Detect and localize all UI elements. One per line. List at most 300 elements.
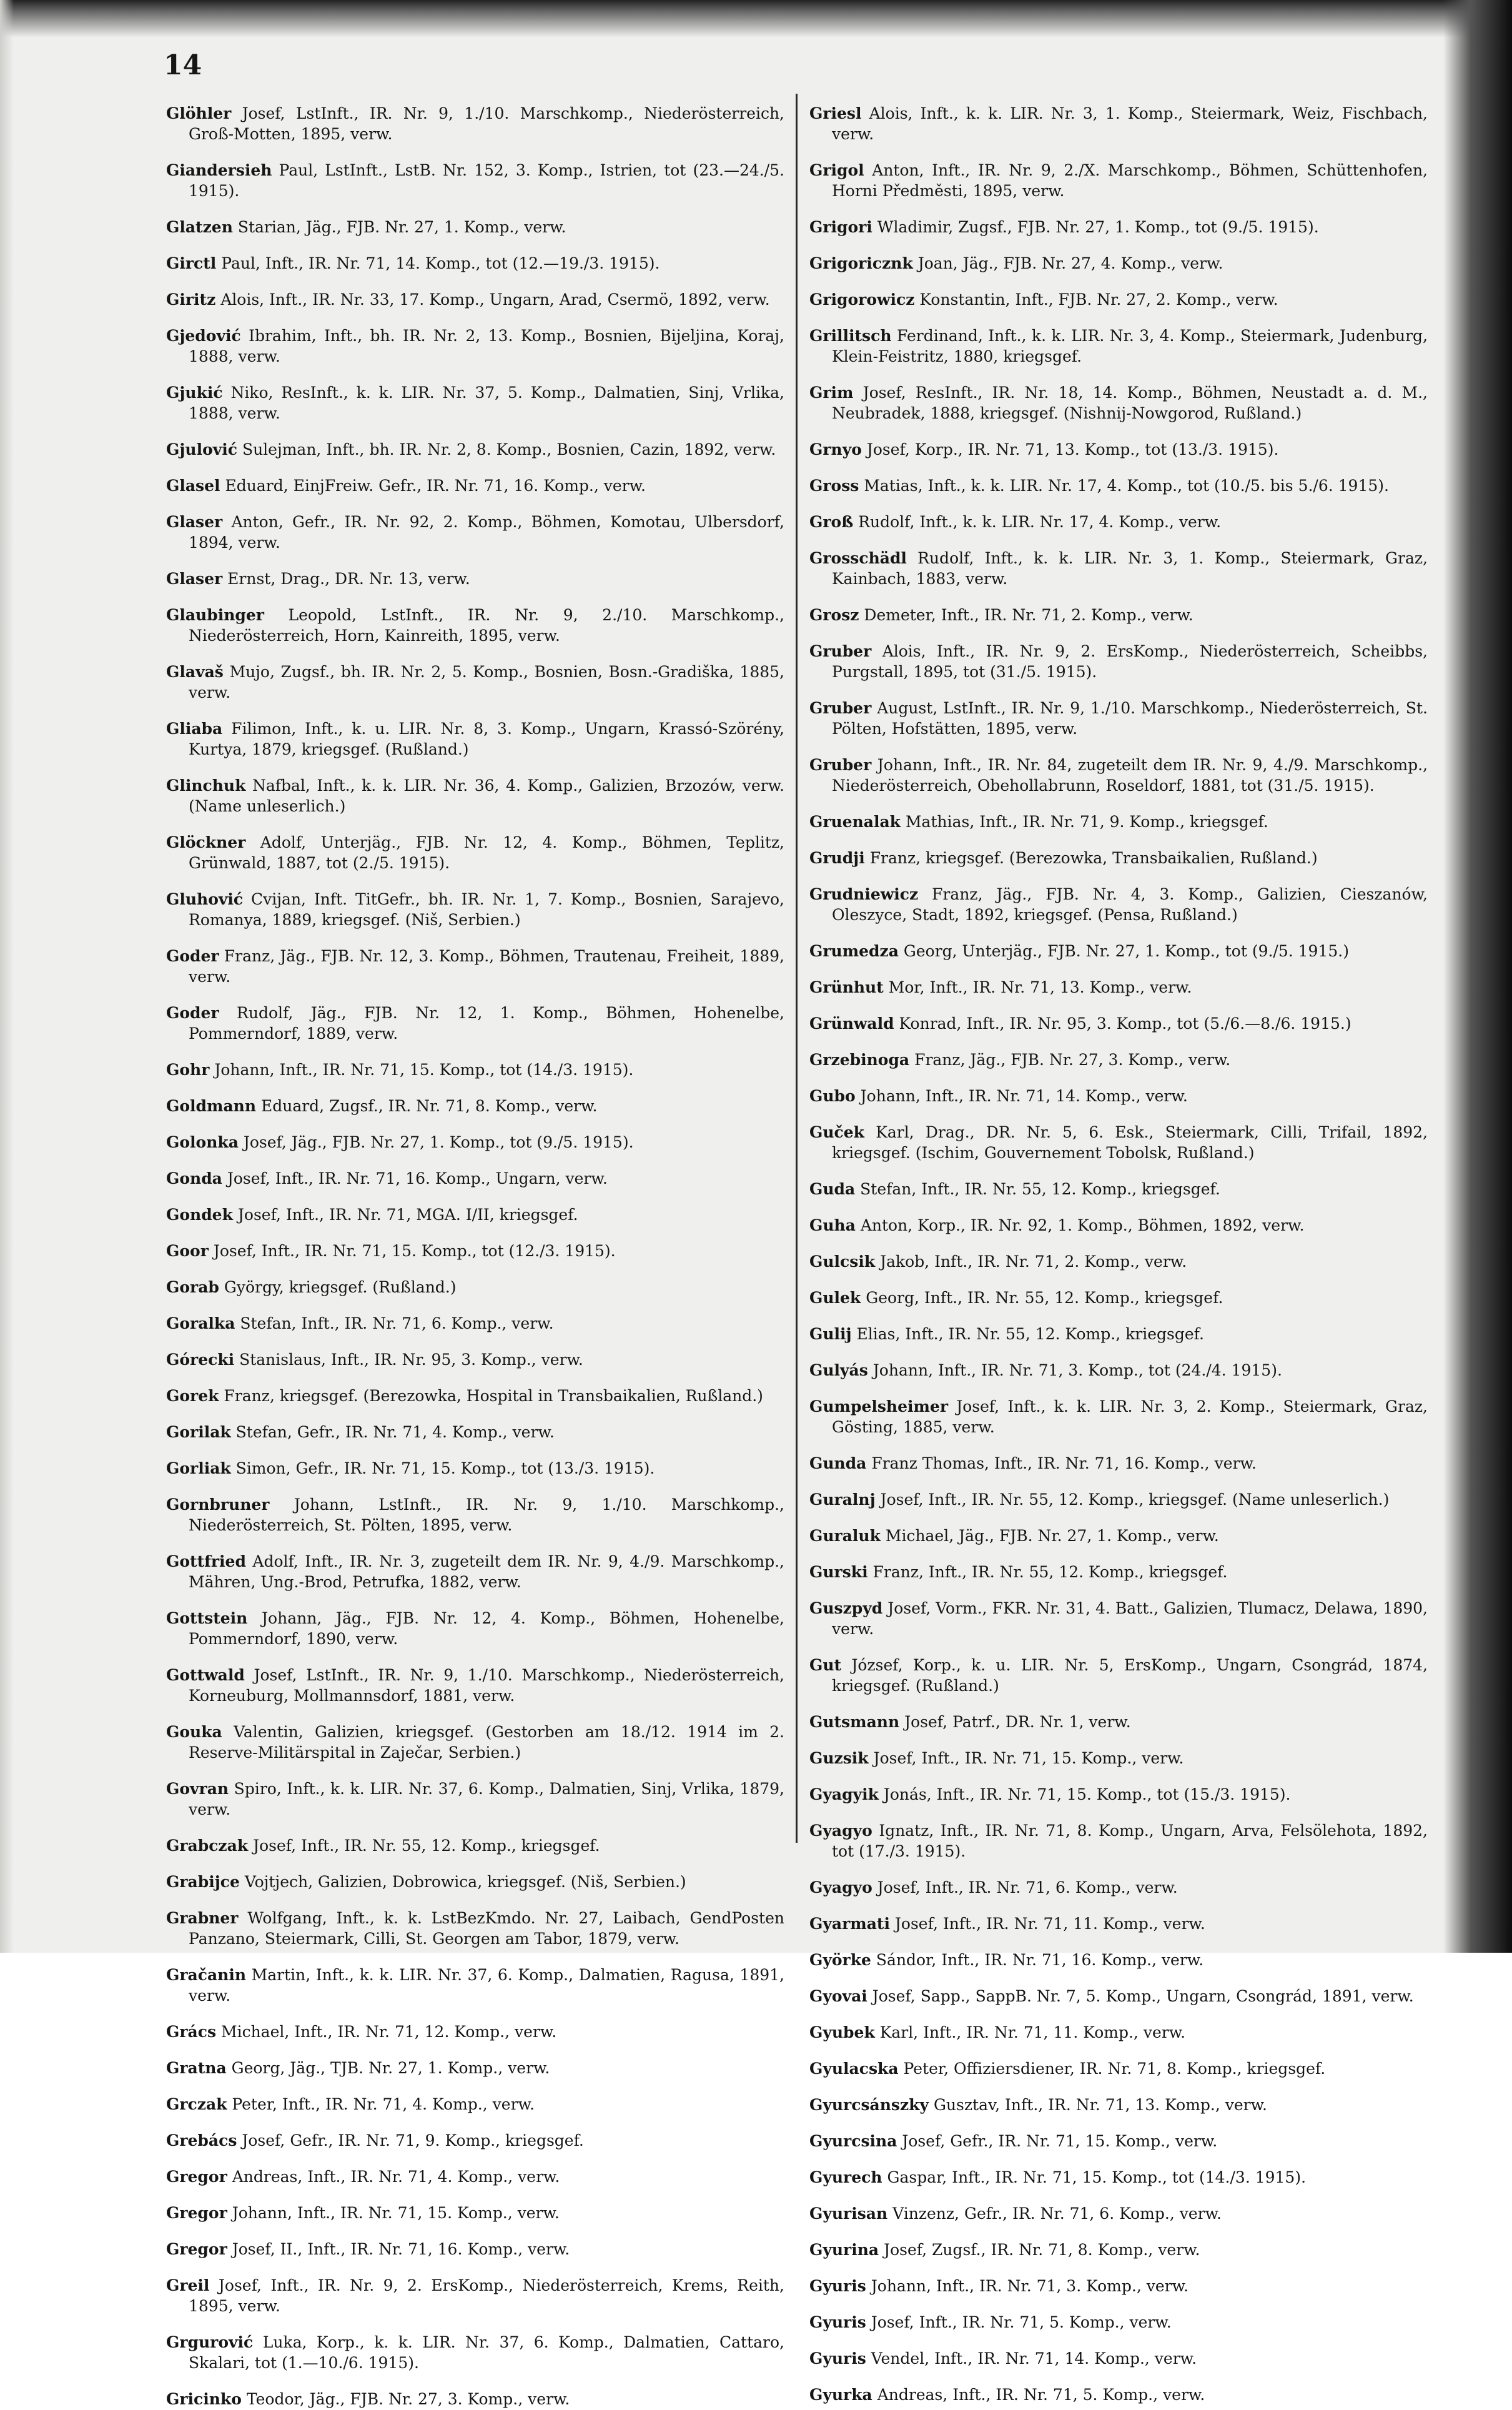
list-entry	[166, 946, 784, 987]
list-entry	[809, 2022, 1428, 2043]
entry-surname: Griesl	[809, 104, 862, 122]
entry-surname: Glöckner	[166, 833, 246, 851]
list-entry	[809, 253, 1428, 274]
entry-details: Josef, Patrf., DR. Nr. 1, verw.	[904, 1713, 1131, 1731]
entry-details: Eduard, EinjFreiw. Gefr., IR. Nr. 71, 16. Komp., verw.	[225, 477, 646, 495]
list-entry	[809, 2239, 1428, 2260]
entry-surname: Gouka	[166, 1723, 222, 1741]
entry-details: Starian, Jäg., FJB. Nr. 27, 1. Komp., verw.	[237, 218, 566, 236]
entry-surname: Glavaš	[166, 663, 224, 681]
list-entry	[809, 698, 1428, 739]
list-entry	[166, 439, 784, 460]
entry-details: Konrad, Inft., IR. Nr. 95, 3. Komp., tot (5./6.—8./6. 1915.)	[899, 1014, 1351, 1033]
entry-details: Martin, Inft., k. k. LIR. Nr. 37, 6. Komp., Dalmatien, Ragusa, 1891, verw.	[189, 1966, 784, 2005]
entry-surname: Gratna	[166, 2059, 227, 2077]
entry-details: Alois, Inft., IR. Nr. 9, 2. ErsKomp., Niederösterreich, Scheibbs, Purgstall, 1895, tot (31./5. 1915).	[832, 642, 1428, 681]
entry-surname: Grnyo	[809, 440, 862, 459]
list-entry	[809, 1086, 1428, 1106]
list-entry	[166, 1965, 784, 2006]
entry-surname: Gyarmati	[809, 1915, 890, 1933]
entry-surname: Gruber	[809, 699, 872, 717]
entry-surname: Gyurcsina	[809, 2132, 897, 2150]
entry-details: Jakob, Inft., IR. Nr. 71, 2. Komp., verw.	[880, 1252, 1187, 1271]
entry-details: Jonás, Inft., IR. Nr. 71, 15. Komp., tot (15./3. 1915).	[883, 1785, 1291, 1803]
entry-surname: Guralnj	[809, 1490, 876, 1509]
entry-details: Josef, Korp., IR. Nr. 71, 13. Komp., tot (13./3. 1915).	[866, 440, 1279, 459]
list-entry	[809, 1525, 1428, 1546]
page-number: 14	[164, 49, 202, 81]
entry-surname: Gohr	[166, 1061, 210, 1079]
entry-details: Josef, Zugsf., IR. Nr. 71, 8. Komp., verw.	[884, 2241, 1200, 2259]
list-entry	[809, 103, 1428, 144]
entry-details: Adolf, Unterjäg., FJB. Nr. 12, 4. Komp., Böhmen, Teplitz, Grünwald, 1887, tot (2./5. 1915).	[189, 833, 785, 872]
list-entry	[166, 2094, 784, 2115]
entry-surname: Greil	[166, 2276, 210, 2294]
entry-details: Spiro, Inft., k. k. LIR. Nr. 37, 6. Komp., Dalmatien, Sinj, Vrlika, 1879, verw.	[189, 1780, 784, 1818]
entry-surname: Grudniewicz	[809, 885, 919, 903]
entry-surname: Glinchuk	[166, 776, 246, 795]
entry-details: Paul, LstInft., LstB. Nr. 152, 3. Komp., Istrien, tot (23.—24./5. 1915).	[189, 161, 784, 200]
list-entry	[166, 1778, 784, 1820]
list-entry	[809, 1598, 1428, 1639]
entry-details: Josef, Jäg., FJB. Nr. 27, 1. Komp., tot (9./5. 1915).	[243, 1133, 634, 1151]
entry-details: György, kriegsgef. (Rußland.)	[224, 1278, 457, 1296]
entry-surname: Gyuris	[809, 2277, 866, 2295]
list-entry	[166, 2275, 784, 2316]
entry-details: Johann, Inft., IR. Nr. 84, zugeteilt dem IR. Nr. 9, 4./9. Marschkomp., Niederösterreich, Obehollabrunn, Roseldorf, 1881, tot (31./5. 1915).	[832, 756, 1428, 795]
entry-surname: Goder	[166, 947, 219, 965]
list-entry	[809, 1122, 1428, 1163]
entry-surname: Grzebinoga	[809, 1051, 910, 1069]
list-entry	[166, 1132, 784, 1153]
entry-surname: Gorek	[166, 1387, 219, 1405]
entry-surname: Górecki	[166, 1351, 235, 1369]
entry-details: Sulejman, Inft., bh. IR. Nr. 2, 8. Komp., Bosnien, Cazin, 1892, verw.	[242, 440, 776, 459]
entry-surname: Gorliak	[166, 1459, 231, 1477]
entry-details: Matias, Inft., k. k. LIR. Nr. 17, 4. Komp., tot (10./5. bis 5./6. 1915).	[864, 477, 1389, 495]
entry-details: Georg, Jäg., TJB. Nr. 27, 1. Komp., verw.	[231, 2059, 550, 2077]
list-entry	[166, 475, 784, 496]
list-entry	[166, 1349, 784, 1370]
entry-surname: Guzsik	[809, 1749, 869, 1767]
entry-surname: Gulyás	[809, 1361, 868, 1379]
entry-surname: Gyurcsánszky	[809, 2096, 929, 2114]
list-entry	[166, 2332, 784, 2373]
entry-details: Nafbal, Inft., k. k. LIR. Nr. 36, 4. Komp., Galizien, Brzozów, verw. (Name unleserlich.)	[189, 776, 784, 815]
entry-surname: Guha	[809, 1216, 856, 1234]
entry-details: Josef, LstInft., IR. Nr. 9, 1./10. Marschkomp., Niederösterreich, Groß-Motten, 1895, verw.	[189, 104, 785, 143]
list-entry	[809, 641, 1428, 682]
list-entry	[166, 2203, 784, 2223]
list-entry	[809, 512, 1428, 532]
list-entry	[809, 475, 1428, 496]
entry-details: Mor, Inft., IR. Nr. 71, 13. Komp., verw.	[888, 978, 1192, 996]
left-column	[166, 87, 784, 2410]
entry-details: Josef, Inft., IR. Nr. 71, 11. Komp., verw.	[894, 1915, 1205, 1933]
entry-details: Niko, ResInft., k. k. LIR. Nr. 37, 5. Komp., Dalmatien, Sinj, Vrlika, 1888, verw.	[189, 384, 784, 422]
entry-surname: Grudji	[809, 849, 865, 867]
entry-surname: Grim	[809, 384, 854, 402]
list-entry	[809, 1360, 1428, 1381]
list-entry	[809, 1179, 1428, 1199]
entry-details: Mujo, Zugsf., bh. IR. Nr. 2, 5. Komp., Bosnien, Bosn.-Gradiška, 1885, verw.	[189, 663, 784, 702]
entry-details: Josef, II., Inft., IR. Nr. 71, 16. Komp., verw.	[232, 2240, 570, 2258]
entry-surname: Gornbruner	[166, 1495, 270, 1514]
entry-details: Karl, Drag., DR. Nr. 5, 6. Esk., Steiermark, Cilli, Trifail, 1892, kriegsgef. (Ischim, Gouvernement Tobolsk, Rußland.)	[832, 1123, 1428, 1162]
list-entry	[809, 2167, 1428, 2188]
entry-surname: Gross	[809, 477, 859, 495]
entry-surname: Glaser	[166, 570, 223, 588]
entry-surname: Grigorowicz	[809, 290, 915, 309]
list-entry	[809, 605, 1428, 625]
list-entry	[166, 2130, 784, 2151]
list-entry	[166, 775, 784, 816]
entry-surname: Gottwald	[166, 1666, 245, 1684]
list-entry	[809, 1396, 1428, 1437]
entry-details: Filimon, Inft., k. u. LIR. Nr. 8, 3. Komp., Ungarn, Krassó-Szörény, Kurtya, 1879, kriegsgef. (Rußland.)	[189, 720, 784, 758]
entry-surname: Golonka	[166, 1133, 239, 1151]
entry-details: Josef, Inft., k. k. LIR. Nr. 3, 2. Komp., Steiermark, Graz, Gösting, 1885, verw.	[832, 1397, 1428, 1436]
list-entry	[809, 2276, 1428, 2296]
entry-surname: Giritz	[166, 290, 216, 309]
entry-details: Johann, Inft., IR. Nr. 71, 14. Komp., verw.	[860, 1087, 1188, 1105]
entry-details: Ferdinand, Inft., k. k. LIR. Nr. 3, 4. Komp., Steiermark, Judenburg, Klein-Feistritz, 1880, kriegsgef.	[832, 327, 1428, 365]
entry-surname: Gubo	[809, 1087, 856, 1105]
column-divider	[796, 94, 798, 1843]
list-entry	[809, 2095, 1428, 2115]
entry-details: Andreas, Inft., IR. Nr. 71, 4. Komp., verw.	[232, 2168, 560, 2186]
entry-details: Demeter, Inft., IR. Nr. 71, 2. Komp., verw.	[864, 606, 1193, 624]
entry-details: Johann, LstInft., IR. Nr. 9, 1./10. Marschkomp., Niederösterreich, St. Pölten, 1895, verw.	[189, 1495, 784, 1534]
entry-surname: Gyuris	[809, 2349, 866, 2368]
entry-surname: Györke	[809, 1951, 871, 1969]
entry-details: Josef, Inft., IR. Nr. 9, 2. ErsKomp., Niederösterreich, Krems, Reith, 1895, verw.	[189, 2276, 784, 2315]
entry-details: Johann, Jäg., FJB. Nr. 12, 4. Komp., Böhmen, Hohenelbe, Pommerndorf, 1890, verw.	[189, 1609, 784, 1648]
entry-details: Ignatz, Inft., IR. Nr. 71, 8. Komp., Ungarn, Arva, Felsölehota, 1892, tot (17./3. 1915).	[832, 1822, 1428, 1860]
entry-surname: Grosschädl	[809, 549, 907, 567]
list-entry	[809, 848, 1428, 868]
entry-details: Josef, Inft., IR. Nr. 71, MGA. I/II, kriegsgef.	[237, 1206, 578, 1224]
entry-details: Johann, Inft., IR. Nr. 71, 3. Komp., verw.	[871, 2277, 1188, 2295]
entry-surname: Grumedza	[809, 942, 899, 960]
entry-surname: Gondek	[166, 1206, 233, 1224]
entry-details: Vinzenz, Gefr., IR. Nr. 71, 6. Komp., verw.	[892, 2204, 1222, 2223]
entry-details: Wladimir, Zugsf., FJB. Nr. 27, 1. Komp., tot (9./5. 1915).	[877, 218, 1319, 236]
entry-surname: Gyurka	[809, 2386, 872, 2404]
list-entry	[809, 1877, 1428, 1898]
entry-surname: Gurski	[809, 1563, 868, 1581]
entry-details: Johann, Inft., IR. Nr. 71, 15. Komp., verw.	[232, 2204, 560, 2222]
entry-surname: Gruber	[809, 756, 872, 774]
right-column	[809, 87, 1428, 2406]
list-entry	[166, 605, 784, 646]
list-entry	[166, 2239, 784, 2259]
entry-surname: Grabczak	[166, 1837, 249, 1855]
entry-details: Valentin, Galizien, kriegsgef. (Gestorben am 18./12. 1914 im 2. Reserve-Militärspital in Zaječar, Serbien.)	[189, 1723, 784, 1762]
list-entry	[809, 548, 1428, 589]
entry-surname: Groß	[809, 513, 854, 531]
list-entry	[166, 512, 784, 553]
entry-details: Rudolf, Jäg., FJB. Nr. 12, 1. Komp., Böhmen, Hohenelbe, Pommerndorf, 1889, verw.	[189, 1004, 785, 1043]
entry-details: Josef, Gefr., IR. Nr. 71, 9. Komp., kriegsgef.	[242, 2131, 584, 2150]
list-entry	[166, 160, 784, 201]
entry-details: Gaspar, Inft., IR. Nr. 71, 15. Komp., tot (14./3. 1915).	[887, 2168, 1307, 2186]
entry-details: József, Korp., k. u. LIR. Nr. 5, ErsKomp., Ungarn, Csongrád, 1874, kriegsgef. (Rußland.)	[832, 1656, 1428, 1695]
entry-surname: Grünhut	[809, 978, 884, 996]
entry-details: Alois, Inft., k. k. LIR. Nr. 3, 1. Komp., Steiermark, Weiz, Fischbach, verw.	[832, 104, 1428, 143]
entry-surname: Grabijce	[166, 1873, 240, 1891]
entry-details: Johann, Inft., IR. Nr. 71, 3. Komp., tot (24./4. 1915).	[872, 1361, 1282, 1379]
entry-surname: Grács	[166, 2023, 217, 2041]
entry-surname: Grczak	[166, 2095, 227, 2113]
entry-surname: Gyurina	[809, 2241, 879, 2259]
list-entry	[166, 253, 784, 274]
entry-details: Josef, Inft., IR. Nr. 71, 15. Komp., tot (12./3. 1915).	[213, 1242, 616, 1260]
entry-surname: Gyulacska	[809, 2060, 899, 2078]
list-entry	[166, 1722, 784, 1763]
list-entry	[809, 2058, 1428, 2079]
list-entry	[809, 1489, 1428, 1510]
entry-surname: Gutsmann	[809, 1713, 900, 1731]
entry-details: Leopold, LstInft., IR. Nr. 9, 2./10. Marschkomp., Niederösterreich, Horn, Kainreith, 1895, verw.	[189, 606, 784, 645]
entry-details: Josef, Sapp., SappB. Nr. 7, 5. Komp., Ungarn, Csongrád, 1891, verw.	[872, 1987, 1414, 2005]
entry-details: Andreas, Inft., IR. Nr. 71, 5. Komp., verw.	[877, 2386, 1205, 2404]
list-entry	[809, 382, 1428, 424]
entry-details: Josef, Inft., IR. Nr. 55, 12. Komp., kriegsgef. (Name unleserlich.)	[880, 1490, 1390, 1509]
list-entry	[809, 884, 1428, 925]
entry-surname: Gyagyik	[809, 1785, 879, 1803]
entry-details: Franz, kriegsgef. (Berezowka, Hospital in Transbaikalien, Rußland.)	[224, 1387, 763, 1405]
list-entry	[166, 1458, 784, 1479]
entry-details: Peter, Inft., IR. Nr. 71, 4. Komp., verw.	[232, 2095, 535, 2113]
entry-surname: Grgurović	[166, 2333, 254, 2351]
entry-details: Ibrahim, Inft., bh. IR. Nr. 2, 13. Komp., Bosnien, Bijeljina, Koraj, 1888, verw.	[189, 327, 784, 365]
entry-details: Rudolf, Inft., k. k. LIR. Nr. 17, 4. Komp., verw.	[858, 513, 1222, 531]
entry-surname: Gyagyo	[809, 1878, 872, 1897]
list-entry	[809, 1655, 1428, 1696]
entry-surname: Gyovai	[809, 1987, 867, 2005]
entry-details: Paul, Inft., IR. Nr. 71, 14. Komp., tot (12.—19./3. 1915).	[221, 254, 660, 272]
entry-surname: Gricinko	[166, 2390, 242, 2408]
entry-surname: Grigoricznk	[809, 254, 913, 272]
list-entry	[166, 1059, 784, 1080]
entry-details: August, LstInft., IR. Nr. 9, 1./10. Marschkomp., Niederösterreich, St. Pölten, Hofstätten, 1895, verw.	[832, 699, 1428, 738]
list-entry	[166, 718, 784, 760]
entry-surname: Gumpelsheimer	[809, 1397, 949, 1416]
entry-surname: Gluhović	[166, 890, 244, 908]
list-entry	[166, 325, 784, 367]
list-entry	[166, 2021, 784, 2042]
scan-shadow-right	[1443, 0, 1512, 1953]
scan-shadow-top	[0, 0, 1512, 37]
list-entry	[809, 439, 1428, 460]
list-entry	[166, 1096, 784, 1116]
list-entry	[166, 1608, 784, 1649]
list-entry	[166, 103, 784, 144]
entry-surname: Grünwald	[809, 1014, 894, 1033]
list-entry	[166, 1277, 784, 1297]
list-entry	[809, 1950, 1428, 1970]
entry-surname: Guda	[809, 1180, 856, 1198]
list-entry	[166, 1494, 784, 1535]
entry-surname: Gjulović	[166, 440, 237, 459]
list-entry	[809, 1049, 1428, 1070]
entry-surname: Glaser	[166, 513, 223, 531]
entry-surname: Grabner	[166, 1909, 239, 1927]
list-entry	[809, 2203, 1428, 2224]
entry-surname: Gregor	[166, 2204, 227, 2222]
entry-details: Peter, Offiziersdiener, IR. Nr. 71, 8. Komp., kriegsgef.	[903, 2060, 1326, 2078]
scan-shadow-left	[0, 0, 14, 1953]
entry-surname: Guček	[809, 1123, 864, 1141]
list-entry	[166, 2058, 784, 2078]
entry-details: Josef, Gefr., IR. Nr. 71, 15. Komp., verw.	[902, 2132, 1218, 2150]
entry-details: Georg, Inft., IR. Nr. 55, 12. Komp., kriegsgef.	[866, 1289, 1223, 1307]
entry-surname: Grillitsch	[809, 327, 892, 345]
entry-details: Joan, Jäg., FJB. Nr. 27, 4. Komp., verw.	[917, 254, 1223, 272]
entry-details: Rudolf, Inft., k. k. LIR. Nr. 3, 1. Komp., Steiermark, Graz, Kainbach, 1883, verw.	[832, 549, 1428, 588]
entry-surname: Gulek	[809, 1289, 861, 1307]
entry-surname: Gyurisan	[809, 2204, 888, 2223]
entry-details: Michael, Inft., IR. Nr. 71, 12. Komp., verw.	[220, 2023, 557, 2041]
entry-details: Cvijan, Inft. TitGefr., bh. IR. Nr. 1, 7. Komp., Bosnien, Sarajevo, Romanya, 1889, kriegsgef. (Niš, Serbien.)	[189, 890, 785, 929]
entry-surname: Gruenalak	[809, 813, 901, 831]
entry-details: Josef, Inft., IR. Nr. 55, 12. Komp., kriegsgef.	[253, 1837, 600, 1855]
list-entry	[166, 1386, 784, 1406]
entry-surname: Grigori	[809, 218, 872, 236]
entry-details: Alois, Inft., IR. Nr. 33, 17. Komp., Ungarn, Arad, Csermö, 1892, verw.	[220, 290, 770, 309]
entry-details: Franz, kriegsgef. (Berezowka, Transbaikalien, Rußland.)	[869, 849, 1318, 867]
entry-surname: Gyubek	[809, 2023, 875, 2041]
list-entry	[809, 1453, 1428, 1474]
entry-surname: Grigol	[809, 161, 864, 179]
list-entry	[166, 568, 784, 589]
entry-details: Stanislaus, Inft., IR. Nr. 95, 3. Komp., verw.	[239, 1351, 583, 1369]
list-entry	[809, 941, 1428, 961]
entry-surname: Girctl	[166, 254, 217, 272]
list-entry	[166, 217, 784, 237]
entry-surname: Giandersieh	[166, 161, 272, 179]
entry-surname: Gonda	[166, 1169, 222, 1188]
entry-details: Karl, Inft., IR. Nr. 71, 11. Komp., verw.	[879, 2023, 1186, 2041]
entry-surname: Gyurech	[809, 2168, 882, 2186]
entry-surname: Gyagyo	[809, 1822, 872, 1840]
list-entry	[809, 1324, 1428, 1344]
entry-details: Teodor, Jäg., FJB. Nr. 27, 3. Komp., verw.	[246, 2390, 570, 2408]
list-entry	[809, 1748, 1428, 1768]
list-entry	[166, 382, 784, 424]
list-entry	[809, 1215, 1428, 1236]
entry-surname: Gjedović	[166, 327, 241, 345]
entry-surname: Grosz	[809, 606, 859, 624]
entry-surname: Grebács	[166, 2131, 237, 2150]
entry-details: Josef, Inft., IR. Nr. 71, 16. Komp., Ungarn, verw.	[227, 1169, 608, 1188]
list-entry	[166, 2389, 784, 2409]
entry-surname: Goder	[166, 1004, 219, 1022]
list-entry	[809, 1986, 1428, 2006]
entry-details: Johann, Inft., IR. Nr. 71, 15. Komp., tot (14./3. 1915).	[214, 1061, 634, 1079]
entry-details: Franz Thomas, Inft., IR. Nr. 71, 16. Komp., verw.	[871, 1454, 1257, 1472]
entry-surname: Gregor	[166, 2168, 227, 2186]
entry-details: Franz, Jäg., FJB. Nr. 27, 3. Komp., verw.	[914, 1051, 1231, 1069]
entry-surname: Glatzen	[166, 218, 233, 236]
list-entry	[166, 1872, 784, 1892]
list-entry	[809, 2348, 1428, 2369]
entry-surname: Gorilak	[166, 1423, 231, 1441]
list-entry	[809, 977, 1428, 998]
entry-details: Josef, Inft., IR. Nr. 71, 6. Komp., verw.	[877, 1878, 1178, 1897]
list-entry	[166, 1422, 784, 1442]
list-entry	[809, 217, 1428, 237]
entry-surname: Gyuris	[809, 2313, 866, 2331]
entry-surname: Gračanin	[166, 1966, 246, 1984]
entry-surname: Gulij	[809, 1325, 852, 1343]
list-entry	[809, 1712, 1428, 1732]
entry-surname: Govran	[166, 1780, 229, 1798]
list-entry	[809, 811, 1428, 832]
entry-details: Gusztav, Inft., IR. Nr. 71, 13. Komp., verw.	[933, 2096, 1267, 2114]
list-entry	[809, 1562, 1428, 1582]
entry-surname: Guszpyd	[809, 1599, 883, 1617]
entry-details: Stefan, Inft., IR. Nr. 71, 6. Komp., verw.	[240, 1314, 554, 1332]
list-entry	[809, 1820, 1428, 1862]
entry-details: Anton, Gefr., IR. Nr. 92, 2. Komp., Böhmen, Komotau, Ulbersdorf, 1894, verw.	[189, 513, 784, 552]
entry-details: Josef, Vorm., FKR. Nr. 31, 4. Batt., Galizien, Tlumacz, Delawa, 1890, verw.	[832, 1599, 1428, 1638]
entry-details: Konstantin, Inft., FJB. Nr. 27, 2. Komp., verw.	[919, 290, 1278, 309]
entry-surname: Gut	[809, 1656, 842, 1674]
entry-details: Anton, Inft., IR. Nr. 9, 2./X. Marschkomp., Böhmen, Schüttenhofen, Horni Předměsti, 1895, verw.	[832, 161, 1428, 200]
entry-details: Josef, LstInft., IR. Nr. 9, 1./10. Marschkomp., Niederösterreich, Korneuburg, Mollmannsdorf, 1881, verw.	[189, 1666, 785, 1705]
list-entry	[166, 1313, 784, 1334]
list-entry	[809, 160, 1428, 201]
entry-details: Anton, Korp., IR. Nr. 92, 1. Komp., Böhmen, 1892, verw.	[860, 1216, 1305, 1234]
list-entry	[809, 2384, 1428, 2405]
entry-surname: Gruber	[809, 642, 872, 660]
entry-details: Vojtjech, Galizien, Dobrowica, kriegsgef. (Niš, Serbien.)	[244, 1873, 686, 1891]
list-entry	[809, 1784, 1428, 1805]
entry-surname: Glöhler	[166, 104, 232, 122]
list-entry	[166, 1665, 784, 1706]
entry-surname: Gjukić	[166, 384, 223, 402]
list-entry	[809, 1287, 1428, 1308]
entry-details: Wolfgang, Inft., k. k. LstBezKmdo. Nr. 27, Laibach, GendPosten Panzano, Steiermark, Cilli, St. Georgen am Tabor, 1879, verw.	[189, 1909, 784, 1948]
entry-details: Ernst, Drag., DR. Nr. 13, verw.	[227, 570, 470, 588]
entry-details: Josef, ResInft., IR. Nr. 18, 14. Komp., Böhmen, Neustadt a. d. M., Neubradek, 1888, kriegsgef. (Nishnij-Nowgorod, Rußland.)	[832, 384, 1428, 422]
entry-surname: Gliaba	[166, 720, 223, 738]
list-entry	[166, 1551, 784, 1592]
entry-details: Stefan, Inft., IR. Nr. 55, 12. Komp., kriegsgef.	[860, 1180, 1220, 1198]
list-entry	[166, 1241, 784, 1261]
entry-details: Josef, Inft., IR. Nr. 71, 5. Komp., verw.	[871, 2313, 1172, 2331]
list-entry	[166, 889, 784, 930]
list-entry	[809, 755, 1428, 796]
entry-surname: Gottfried	[166, 1552, 246, 1570]
list-entry	[809, 2131, 1428, 2151]
entry-details: Simon, Gefr., IR. Nr. 71, 15. Komp., tot (13./3. 1915).	[235, 1459, 655, 1477]
list-entry	[166, 1204, 784, 1225]
entry-details: Elias, Inft., IR. Nr. 55, 12. Komp., kriegsgef.	[856, 1325, 1204, 1343]
list-entry	[809, 2312, 1428, 2333]
entry-details: Josef, Inft., IR. Nr. 71, 15. Komp., verw.	[873, 1749, 1184, 1767]
list-entry	[809, 1251, 1428, 1272]
entry-surname: Gorab	[166, 1278, 219, 1296]
entry-surname: Goor	[166, 1242, 209, 1260]
list-entry	[166, 2166, 784, 2187]
entry-surname: Glasel	[166, 477, 220, 495]
entry-details: Vendel, Inft., IR. Nr. 71, 14. Komp., verw.	[871, 2349, 1197, 2368]
entry-details: Adolf, Inft., IR. Nr. 3, zugeteilt dem IR. Nr. 9, 4./9. Marschkomp., Mähren, Ung.-Brod, Petrufka, 1882, verw.	[189, 1552, 784, 1591]
entry-details: Georg, Unterjäg., FJB. Nr. 27, 1. Komp., tot (9./5. 1915.)	[903, 942, 1349, 960]
